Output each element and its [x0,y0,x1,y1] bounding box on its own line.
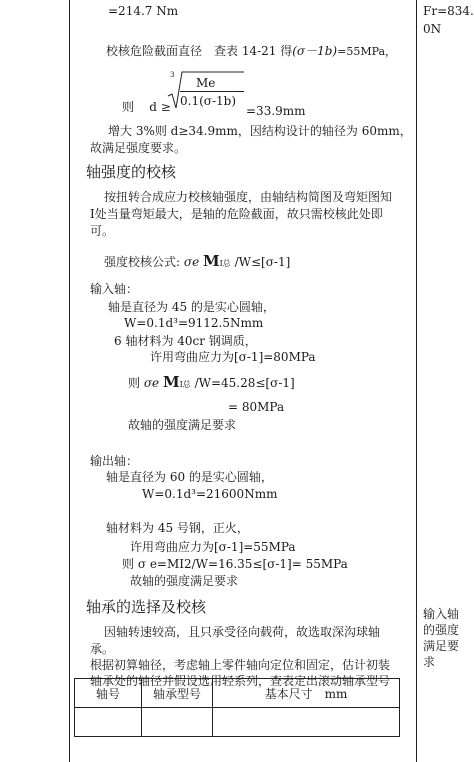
header-shaft-no: 轴号 [75,679,142,708]
section1-para3: 可。 [90,224,115,238]
section1-para1: 按扭转合成应力校核轴强度，由轴结构简图及弯矩图知 [104,190,393,204]
input-shaft-line4: 许用弯曲应力为[σ-1]=80MPa [150,350,316,364]
fraction-bar [180,91,244,92]
section1-para2: Ⅰ处当量弯矩最大，是轴的危险截面，故只需校核此处即 [90,207,383,221]
strength-formula: 强度校核公式: σe MⅠ总 /W≤[σ-1] [104,252,291,270]
input-shaft-line1: 轴是直径为 45 的是实心圆轴， [108,300,275,314]
table-cell [142,708,213,737]
table-cell [213,708,400,737]
fr-value-line1: Fr=834. [423,4,474,18]
check-conclusion-1: 增大 3%则 d≥34.9mm，因结构设计的轴径为 60mm， [108,124,412,138]
input-shaft-line3: 6 轴材料为 40cr 钢调质， [114,334,257,348]
section-title-bearing: 轴承的选择及校核 [86,598,207,616]
section2-para2: 承。 [90,642,115,656]
torque-value: =214.7 Nm [108,4,179,18]
output-shaft-line4: 许用弯曲应力为[σ-1]=55MPa [130,540,296,554]
section-title-shaft-strength: 轴强度的校核 [86,163,177,181]
left-border [69,0,70,762]
check-intro: 校核危险截面直径 查表 14-21 得(σ－1b)=55MPa， [106,44,397,58]
input-shaft-result: 则 σe MⅠ总 /W=45.28≤[σ-1] [128,373,295,391]
output-shaft-line1: 轴是直径为 60 的是实心圆轴， [106,470,273,484]
table-cell [75,708,142,737]
fraction-denominator: 0.1(σ-1b) [180,94,237,108]
section2-para4: 轴承处的轴径并假设选用轻系列，查表定出滚动轴承型号 [90,674,391,688]
table-header-row [75,679,400,708]
output-shaft-line2: W=0.1d³=21600Nmm [142,487,278,501]
note-line3: 满足要 [423,639,460,653]
root-index: 3 [170,71,175,79]
note-line2: 的强度 [423,623,460,637]
note-line4: 求 [423,655,436,669]
input-shaft-conclusion: 故轴的强度满足要求 [128,418,237,432]
section2-para1: 因轴转速较高，且只承受径向载荷，故选取深沟球轴 [104,625,381,639]
note-line1: 输入轴 [423,607,460,621]
header-bearing-model: 轴承型号 [142,679,213,708]
fr-value-line2: 0N [423,22,442,36]
input-shaft-line2: W=0.1d³=9112.5Nmm [124,316,264,330]
section2-para3: 根据初算轴径，考虑轴上零件轴向定位和固定，估计初装 [90,658,391,672]
output-shaft-label: 输出轴： [90,454,139,468]
d-formula-prefix: 则 d ≥ [122,100,171,114]
input-shaft-result-2: = 80MPa [228,400,285,414]
output-shaft-line5: 则 σ e=MI2/W=16.35≤[σ-1]= 55MPa [122,557,348,571]
header-basic-size: 基本尺寸 mm [213,679,400,708]
input-shaft-label: 输入轴： [90,282,139,296]
check-conclusion-2: 故满足强度要求。 [90,141,187,155]
fraction-numerator: Me [196,76,216,90]
column-divider [416,0,417,762]
table-row [75,708,400,737]
output-shaft-line3: 轴材料为 45 号钢，正火， [106,521,249,535]
output-shaft-conclusion: 故轴的强度满足要求 [130,574,239,588]
d-result: =33.9mm [246,104,306,118]
bearing-table [74,678,400,737]
